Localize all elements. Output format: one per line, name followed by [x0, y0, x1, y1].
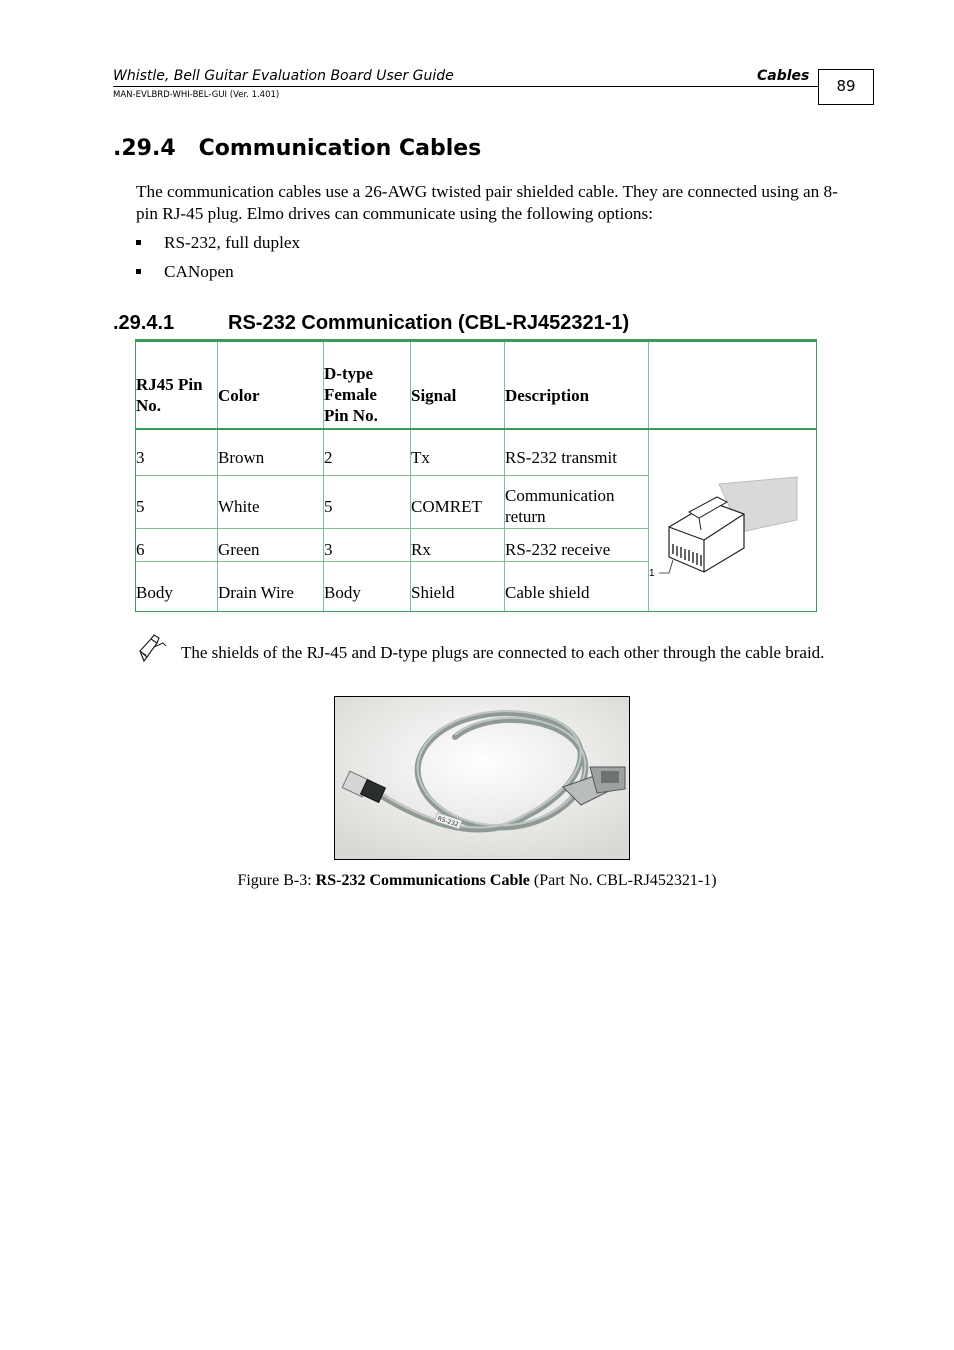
rj45-plug-illustration: [649, 472, 815, 582]
table-cell-signal: Tx: [411, 448, 430, 467]
caption-title: RS-232 Communications Cable: [315, 872, 530, 889]
bullet-marker: [136, 269, 141, 274]
header-doc-id: MAN-EVLBRD-WHI-BEL-GUI (Ver. 1.401): [113, 90, 280, 100]
table-cell-pin: 3: [136, 448, 145, 467]
table-cell-color: Brown: [218, 448, 265, 467]
row-divider: [136, 475, 648, 476]
bullet-text: RS-232, full duplex: [164, 233, 301, 252]
header-rule: [113, 86, 819, 87]
header-line: RJ45 Pin: [136, 375, 203, 394]
header-line: D-type: [324, 364, 374, 383]
table-cell-color: Green: [218, 540, 260, 559]
section-heading: .29.4 Communication Cables: [113, 136, 482, 161]
row-divider: [136, 561, 648, 562]
table-cell-color: White: [218, 497, 260, 516]
description-line: return: [505, 507, 546, 526]
table-cell-description: [505, 485, 615, 527]
page-number: 89: [818, 69, 874, 105]
table-cell-description: Cable shield: [505, 583, 590, 602]
header-title: Whistle, Bell Guitar Evaluation Board User Guide: [113, 68, 454, 84]
table-cell-description: RS-232 receive: [505, 540, 611, 559]
header-section-name: Cables: [757, 68, 810, 84]
subsection-heading: [113, 312, 629, 335]
bullet-marker: [136, 240, 141, 245]
intro-paragraph: The communication cables use a 26-AWG twisted pair shielded cable. They are connected using an 8-pin RJ-45 plug. Elmo drives can communicate using the following options:: [136, 182, 838, 223]
column-divider: [410, 342, 411, 611]
column-divider: [217, 342, 218, 611]
header-cell-description: Description: [505, 386, 590, 405]
subsection-title: RS-232 Communication (CBL-RJ452321-1): [228, 312, 630, 334]
header-cell-pin: [136, 374, 203, 416]
table-cell-signal: Shield: [411, 583, 455, 602]
cable-photo-drawing: [335, 697, 629, 859]
table-cell-dtype: Body: [324, 583, 361, 602]
table-cell-dtype: 5: [324, 497, 333, 516]
pinout-table: [135, 339, 817, 612]
caption-suffix: (Part No. CBL-RJ452321-1): [529, 872, 717, 889]
row-divider: [136, 528, 648, 529]
header-line: Pin No.: [324, 406, 378, 425]
table-cell-dtype: 3: [324, 540, 333, 559]
subsection-number: .29.4.1: [113, 312, 175, 334]
description-line: Communication: [505, 486, 615, 505]
bullet-text: CANopen: [164, 262, 234, 281]
table-cell-pin: 5: [136, 497, 145, 516]
caption-prefix: Figure B-3:: [237, 872, 316, 889]
table-cell-signal: COMRET: [411, 497, 482, 516]
note-pencil-icon: [137, 633, 169, 663]
table-cell-dtype: 2: [324, 448, 333, 467]
cable-photo: [334, 696, 630, 860]
table-cell-pin: 6: [136, 540, 145, 559]
header-line: Female: [324, 385, 377, 404]
column-divider: [504, 342, 505, 611]
header-cell-signal: Signal: [411, 386, 457, 405]
table-cell-description: RS-232 transmit: [505, 448, 617, 467]
note-text: The shields of the RJ-45 and D-type plugs are connected to each other through the cable braid.: [181, 643, 825, 662]
table-cell-signal: Rx: [411, 540, 431, 559]
header-cell-color: Color: [218, 386, 260, 405]
header-line: No.: [136, 396, 162, 415]
table-cell-pin: Body: [136, 583, 173, 602]
cable-label-text: RS-232: [436, 815, 460, 829]
table-cell-color: Drain Wire: [218, 583, 294, 602]
plug-pin-label: 1: [649, 568, 655, 579]
figure-caption: [0, 872, 954, 890]
header-row-divider: [136, 428, 816, 430]
header-cell-dtype: [324, 363, 378, 426]
